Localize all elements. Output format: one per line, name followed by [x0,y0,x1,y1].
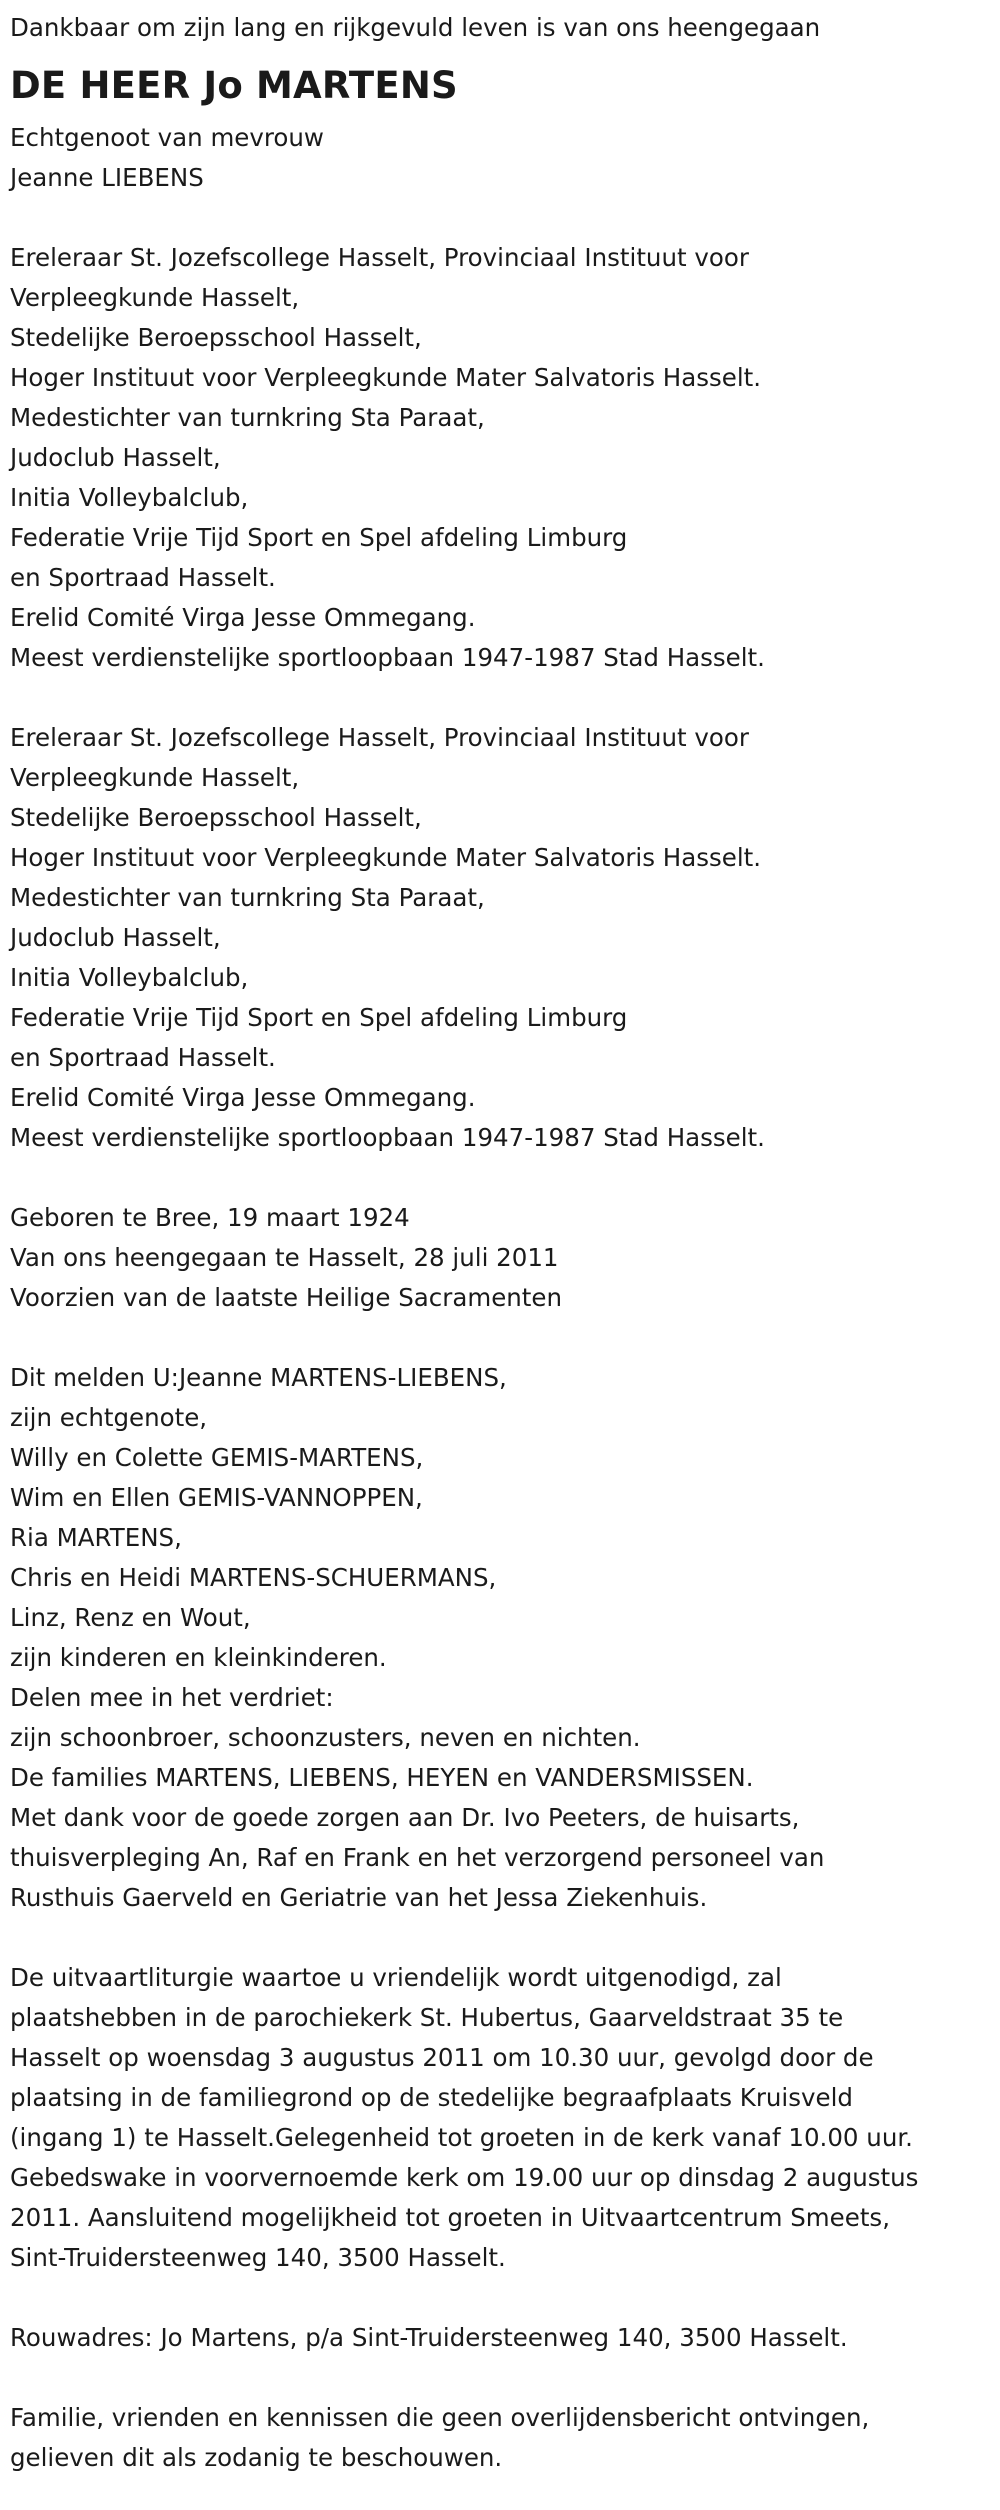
closing-block [10,2398,990,2478]
funeral-line: Sint-Truidersteenweg 140, 3500 Hasselt. [10,2243,506,2272]
funeral-line: plaatshebben in de parochiekerk St. Hubertus, Gaarveldstraat 35 te [10,2003,844,2032]
closing-line: Familie, vrienden en kennissen die geen overlijdensbericht ontvingen, [10,2403,870,2432]
funeral-block [10,1958,990,2278]
title-line: Verpleegkunde Hasselt, [10,763,300,792]
funeral-line: plaatsing in de familiegrond op de stedelijke begraafplaats Kruisveld [10,2083,853,2112]
life-date-line: Van ons heengegaan te Hasselt, 28 juli 2011 [10,1243,559,1272]
title-line: Initia Volleybalclub, [10,483,249,512]
closing-line: gelieven dit als zodanig te beschouwen. [10,2443,503,2472]
intro-text: Dankbaar om zijn lang en rijkgevuld leven is van ons heengegaan [10,13,821,42]
title-line: en Sportraad Hasselt. [10,563,276,592]
family-line: Willy en Colette GEMIS-MARTENS, [10,1443,424,1472]
mourning-address: Rouwadres: Jo Martens, p/a Sint-Truidersteenweg 140, 3500 Hasselt. [10,2323,848,2352]
funeral-line: Gebedswake in voorvernoemde kerk om 19.00 uur op dinsdag 2 augustus [10,2163,919,2192]
funeral-line: (ingang 1) te Hasselt.Gelegenheid tot groeten in de kerk vanaf 10.00 uur. [10,2123,913,2152]
family-line: De families MARTENS, LIEBENS, HEYEN en VANDERSMISSEN. [10,1763,754,1792]
life-date-line: Voorzien van de laatste Heilige Sacramenten [10,1283,563,1312]
family-line: Dit melden U:Jeanne MARTENS-LIEBENS, [10,1363,507,1392]
title-line: Hoger Instituut voor Verpleegkunde Mater Salvatoris Hasselt. [10,363,762,392]
family-line: Chris en Heidi MARTENS-SCHUERMANS, [10,1563,497,1592]
family-line: zijn kinderen en kleinkinderen. [10,1643,387,1672]
family-line: Linz, Renz en Wout, [10,1603,251,1632]
title-line: Erelid Comité Virga Jesse Ommegang. [10,1083,476,1112]
title-line: Initia Volleybalclub, [10,963,249,992]
family-line: Met dank voor de goede zorgen aan Dr. Ivo Peeters, de huisarts, [10,1803,800,1832]
family-line: zijn echtgenote, [10,1403,208,1432]
obituary-document [10,8,990,2478]
family-line: zijn schoonbroer, schoonzusters, neven en nichten. [10,1723,641,1752]
title-line: Federatie Vrije Tijd Sport en Spel afdeling Limburg [10,523,628,552]
spouse-line: Echtgenoot van mevrouw [10,123,324,152]
family-line: Delen mee in het verdriet: [10,1683,334,1712]
family-line: Wim en Ellen GEMIS-VANNOPPEN, [10,1483,423,1512]
family-line: thuisverpleging An, Raf en Frank en het verzorgend personeel van [10,1843,825,1872]
title-line: Judoclub Hasselt, [10,443,221,472]
family-line: Ria MARTENS, [10,1523,182,1552]
title-line: Medestichter van turnkring Sta Paraat, [10,883,485,912]
funeral-line: De uitvaartliturgie waartoe u vriendelijk wordt uitgenodigd, zal [10,1963,782,1992]
title-line: Erelid Comité Virga Jesse Ommegang. [10,603,476,632]
title-line: Stedelijke Beroepsschool Hasselt, [10,803,422,832]
funeral-line: 2011. Aansluitend mogelijkheid tot groeten in Uitvaartcentrum Smeets, [10,2203,890,2232]
life-date-line: Geboren te Bree, 19 maart 1924 [10,1203,410,1232]
family-block [10,1358,990,1918]
title-line: Federatie Vrije Tijd Sport en Spel afdeling Limburg [10,1003,628,1032]
funeral-line: Hasselt op woensdag 3 augustus 2011 om 10.30 uur, gevolgd door de [10,2043,874,2072]
titles-block-1 [10,238,990,678]
spouse-line: Jeanne LIEBENS [10,163,204,192]
family-line: Rusthuis Gaerveld en Geriatrie van het Jessa Ziekenhuis. [10,1883,708,1912]
title-line: Verpleegkunde Hasselt, [10,283,300,312]
title-line: Meest verdienstelijke sportloopbaan 1947-1987 Stad Hasselt. [10,1123,765,1152]
title-line: en Sportraad Hasselt. [10,1043,276,1072]
title-line: Meest verdienstelijke sportloopbaan 1947-1987 Stad Hasselt. [10,643,765,672]
title-line: Judoclub Hasselt, [10,923,221,952]
title-line: Ereleraar St. Jozefscollege Hasselt, Provinciaal Instituut voor [10,243,749,272]
title-line: Medestichter van turnkring Sta Paraat, [10,403,485,432]
titles-block-2 [10,718,990,1158]
life-dates-block [10,1198,990,1318]
title-line: Stedelijke Beroepsschool Hasselt, [10,323,422,352]
title-line: Hoger Instituut voor Verpleegkunde Mater Salvatoris Hasselt. [10,843,762,872]
title-line: Ereleraar St. Jozefscollege Hasselt, Provinciaal Instituut voor [10,723,749,752]
spouse-block [10,118,990,198]
deceased-name: DE HEER Jo MARTENS [10,64,458,107]
